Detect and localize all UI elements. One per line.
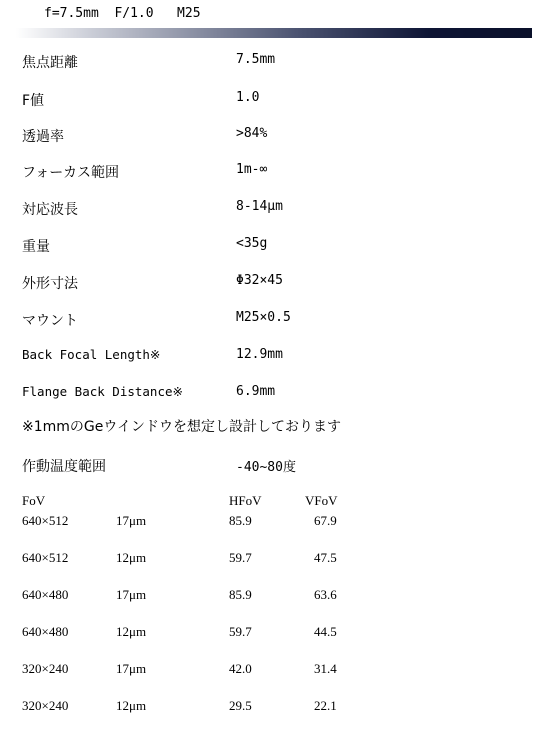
vfov-header: VFoV — [305, 493, 338, 508]
fov-pixel-pitch: 12μm — [116, 698, 147, 713]
spec-row-dimensions — [22, 273, 532, 295]
fov-vfov-value: 47.5 — [314, 550, 337, 565]
spec-label: F値 — [22, 93, 45, 109]
fov-header: FoV — [22, 493, 46, 508]
fov-resolution: 320×240 — [22, 698, 69, 713]
spec-row-operating-temp — [22, 456, 532, 478]
fov-vfov-value: 63.6 — [314, 587, 337, 602]
spec-value: Φ32×45 — [236, 273, 283, 288]
spec-value: 1m-∞ — [236, 162, 268, 177]
spec-label: 重量 — [22, 239, 50, 255]
fov-vfov-value: 22.1 — [314, 698, 337, 713]
spec-label: Flange Back Distance※ — [22, 384, 183, 399]
fov-pixel-pitch: 12μm — [116, 550, 147, 565]
spec-label: 作動温度範囲 — [22, 459, 106, 475]
spec-value: 8-14μm — [236, 199, 283, 214]
spec-value: 6.9mm — [236, 384, 276, 399]
header-gradient-bar — [16, 28, 532, 38]
spec-label: 焦点距離 — [22, 55, 78, 71]
fov-hfov-value: 42.0 — [229, 661, 252, 676]
design-note: ※1mmのGeウインドウを想定し設計しております — [22, 419, 341, 435]
spec-value: <35g — [236, 236, 268, 251]
fov-resolution: 640×512 — [22, 513, 69, 528]
fov-pixel-pitch: 17μm — [116, 513, 147, 528]
hfov-header: HFoV — [229, 493, 262, 508]
fov-hfov-value: 85.9 — [229, 587, 252, 602]
spec-row-transmittance — [22, 126, 532, 148]
spec-value: 12.9mm — [236, 347, 283, 362]
spec-label: Back Focal Length※ — [22, 347, 161, 362]
spec-label: 対応波長 — [22, 202, 78, 218]
fov-hfov-value: 85.9 — [229, 513, 252, 528]
spec-row-mount — [22, 310, 532, 332]
fov-hfov-value: 59.7 — [229, 550, 252, 565]
spec-row-f-number — [22, 90, 532, 112]
fov-vfov-value: 44.5 — [314, 624, 337, 639]
fov-hfov-value: 29.5 — [229, 698, 252, 713]
spec-value: 1.0 — [236, 90, 260, 105]
lens-title: f=7.5mm F/1.0 M25 — [44, 6, 201, 21]
fov-pixel-pitch: 17μm — [116, 661, 147, 676]
fov-vfov-value: 67.9 — [314, 513, 337, 528]
fov-resolution: 640×480 — [22, 624, 69, 639]
spec-row-back-focal-length — [22, 347, 532, 369]
spec-row-flange-back-distance — [22, 384, 532, 406]
spec-row-weight — [22, 236, 532, 258]
spec-label: フォーカス範囲 — [22, 165, 120, 181]
spec-value: 7.5mm — [236, 52, 276, 67]
spec-row-focal-length — [22, 52, 532, 74]
spec-value: -40~80度 — [236, 460, 296, 475]
spec-label: マウント — [22, 313, 78, 329]
spec-row-wavelength — [22, 199, 532, 221]
fov-resolution: 320×240 — [22, 661, 69, 676]
fov-pixel-pitch: 12μm — [116, 624, 147, 639]
fov-resolution: 640×512 — [22, 550, 69, 565]
spec-label: 透過率 — [22, 129, 64, 145]
fov-vfov-value: 31.4 — [314, 661, 337, 676]
fov-pixel-pitch: 17μm — [116, 587, 147, 602]
spec-value: >84% — [236, 126, 268, 141]
fov-hfov-value: 59.7 — [229, 624, 252, 639]
spec-label: 外形寸法 — [22, 276, 78, 292]
spec-row-focus-range — [22, 162, 532, 184]
fov-resolution: 640×480 — [22, 587, 69, 602]
spec-value: M25×0.5 — [236, 310, 291, 325]
